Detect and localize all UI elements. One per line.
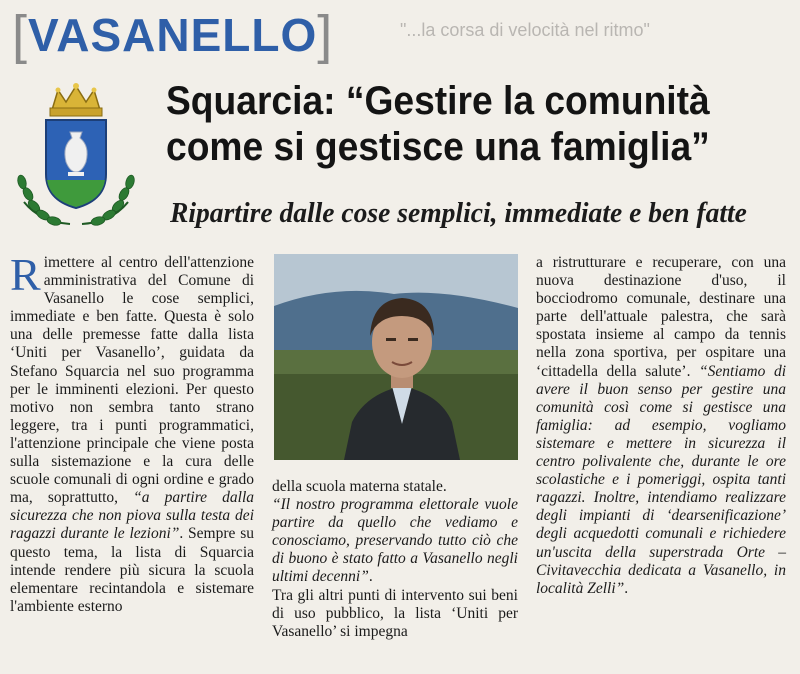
section-label: VASANELLO (28, 9, 318, 61)
town-coat-of-arms-icon (10, 82, 142, 232)
text-column-1 (10, 249, 254, 616)
paragraph: “Il nostro programma elettorale vuole partire da quello che vediamo e conosciamo, preservando tutto ciò che di buono è stato fatto a Vasanello negli ultimi decenni”. (272, 496, 518, 586)
bracket-close: ] (317, 5, 334, 65)
drop-cap: R (10, 249, 41, 300)
article-subtitle: Ripartire dalle cose semplici, immediate e ben fatte (170, 197, 747, 229)
text-column-2 (272, 478, 518, 641)
section-header (12, 6, 333, 64)
bracket-open: [ (12, 5, 29, 65)
quote: “Sentiamo di avere il buon senso per gestire una comunità così come si gestisce una famiglia: ad esempio, vogliamo sistemare e mettere in sicurezza il centro polivalente che, durante le ore scolastiche e i pomeriggi, ospita tanti ragazzi. Inoltre, intendiamo realizzare degli impianti di ‘dearsenificazione’ degli acquedotti comunali e richiedere un'uscita della superstrada Orte – Civitavecchia dedicata a Vasanello, in località Zelli” (536, 362, 786, 597)
paragraph: Tra gli altri punti di intervento sui beni di uso pubblico, la lista ‘Uniti per Vasanello’ si impegna (272, 586, 518, 640)
paragraph: della scuola materna statale. (272, 478, 447, 495)
paragraph: a ristrutturare e recuperare, con una nuova destinazione d'uso, il bocciodromo comunale, destinare una parte dell'attuale palestra, che sarà spostata insieme al campo da tennis nella zona sportiva, per ospitare una ‘cittadella della salute’. “Sentiamo di avere il buon senso per gestire una comunità così come si gestisce una famiglia: ad esempio, vogliamo sistemare e mettere in sicurezza il centro polivalente che, durante le ore scolastiche e i pomeriggi, ospita tanti ragazzi. Inoltre, intendiamo realizzare degli impianti di ‘dearsenificazione’ degli acquedotti comunali e richiedere un'uscita della superstrada Orte – Civitavecchia dedicata a Vasanello, in località Zelli”. (536, 254, 786, 597)
quote: “Il nostro programma elettorale vuole partire da quello che vediamo e conosciamo, preservando tutto ciò che di buono è stato fatto a Vasanello negli ultimi decenni” (272, 496, 518, 586)
quote: “a partire dalla sicurezza che non piova sulla testa dei ragazzi durante le lezioni” (10, 489, 254, 543)
text-column-3 (536, 254, 786, 598)
candidate-photo (274, 254, 518, 460)
paragraph: Rimettere al centro dell'attenzione amministrativa del Comune di Vasanello le cose semplici, immediate e ben fatte. Questa è solo una delle premesse fatte dalla lista ‘Uniti per Vasanello’, guidata da Stefano Squarcia nel suo programma per le imminenti elezioni. Per questo motivo non sembra tanto strano leggere, tra i punti programmatici, l'attenzione principale che viene posta sulla sistemazione e la cura delle scuole comunali di ogni ordine e grado ma, soprattutto, “a partire dalla sicurezza che non piova sulla testa dei ragazzi durante le lezioni”. Sempre su questo tema, la lista di Squarcia intende rendere più sicura la scuola elementare recintandola e sistemare l'ambiente esterno (10, 249, 254, 615)
article-headline: Squarcia: “Gestire la comunità come si gestisce una famiglia” (166, 79, 710, 169)
adjacent-page-bleed-text: "...la corsa di velocità nel ritmo" (400, 20, 650, 40)
